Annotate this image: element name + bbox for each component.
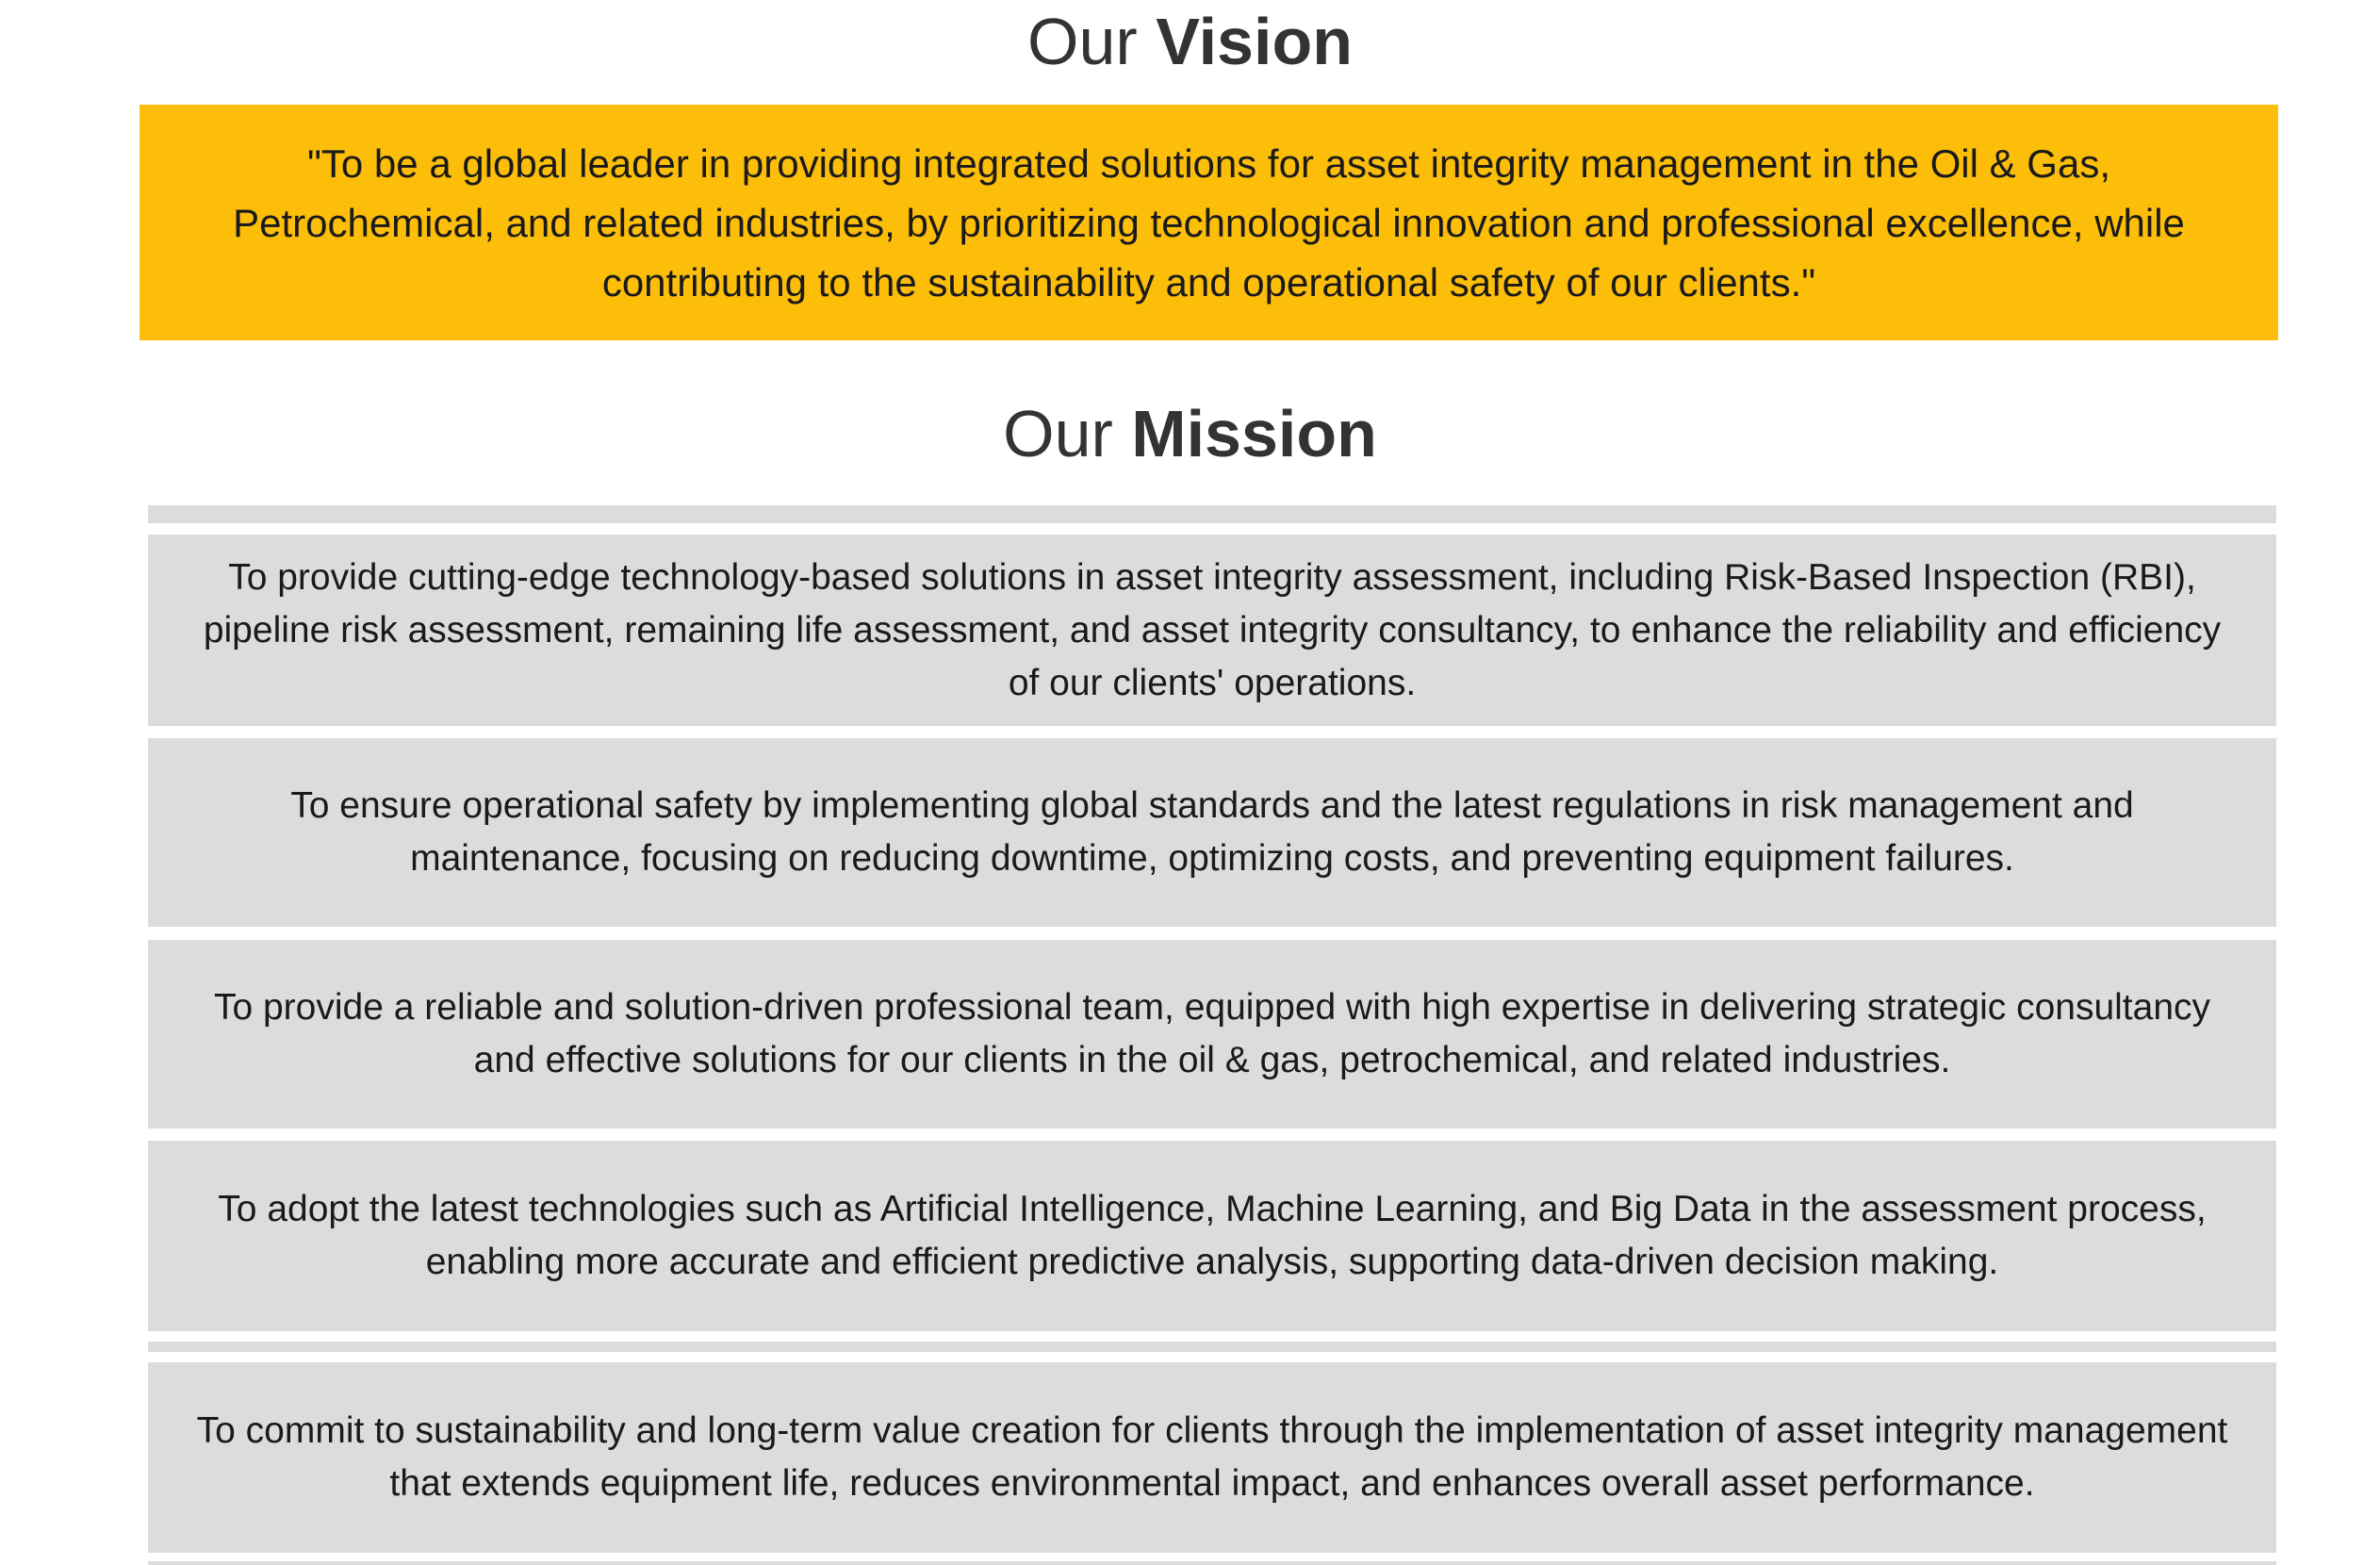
mission-item	[148, 1362, 2276, 1553]
vision-statement-box	[140, 105, 2278, 340]
mission-divider-bar	[148, 1561, 2276, 1565]
mission-item-text: To adopt the latest technologies such as Artificial Intelligence, Machine Learning, and Big Data in the assessment process, enabling more accurate and efficient predictive analysis, supporting data-driven decision making.	[218, 1189, 2207, 1282]
mission-item-text: To ensure operational safety by implementing global standards and the latest regulations in risk management and maintenance, focusing on reducing downtime, optimizing costs, and preventing equipment failures.	[290, 785, 2134, 879]
mission-item	[148, 1141, 2276, 1331]
mission-heading-prefix: Our	[1003, 397, 1113, 470]
vision-statement: "To be a global leader in providing integrated solutions for asset integrity management in the Oil & Gas, Petrochemical, and related industries, by prioritizing technological innovation and professional excellence, while contributing to the sustainability and operational safety of our clients."	[233, 140, 2185, 305]
mission-item	[148, 535, 2276, 726]
vision-heading	[0, 4, 2380, 79]
mission-divider-bar	[148, 505, 2276, 523]
mission-item-text: To commit to sustainability and long-term value creation for clients through the implementation of asset integrity management that extends equipment life, reduces environmental impact, and enhances overall asset performance.	[196, 1410, 2228, 1504]
vision-heading-emphasis: Vision	[1156, 5, 1353, 78]
mission-divider-bar	[148, 1342, 2276, 1352]
mission-item	[148, 738, 2276, 927]
mission-heading-emphasis: Mission	[1131, 397, 1377, 470]
vision-heading-prefix: Our	[1027, 5, 1138, 78]
mission-item-text: To provide cutting-edge technology-based solutions in asset integrity assessment, including Risk-Based Inspection (RBI), pipeline risk assessment, remaining life assessment, and asset integrity consultancy, to enhance the reliability and efficiency of our clients' operations.	[203, 556, 2222, 703]
mission-item-text: To provide a reliable and solution-driven professional team, equipped with high expertise in delivering strategic consultancy and effective solutions for our clients in the oil & gas, petrochemical, and related industries.	[213, 987, 2211, 1080]
mission-heading	[0, 396, 2380, 471]
mission-item	[148, 940, 2276, 1128]
